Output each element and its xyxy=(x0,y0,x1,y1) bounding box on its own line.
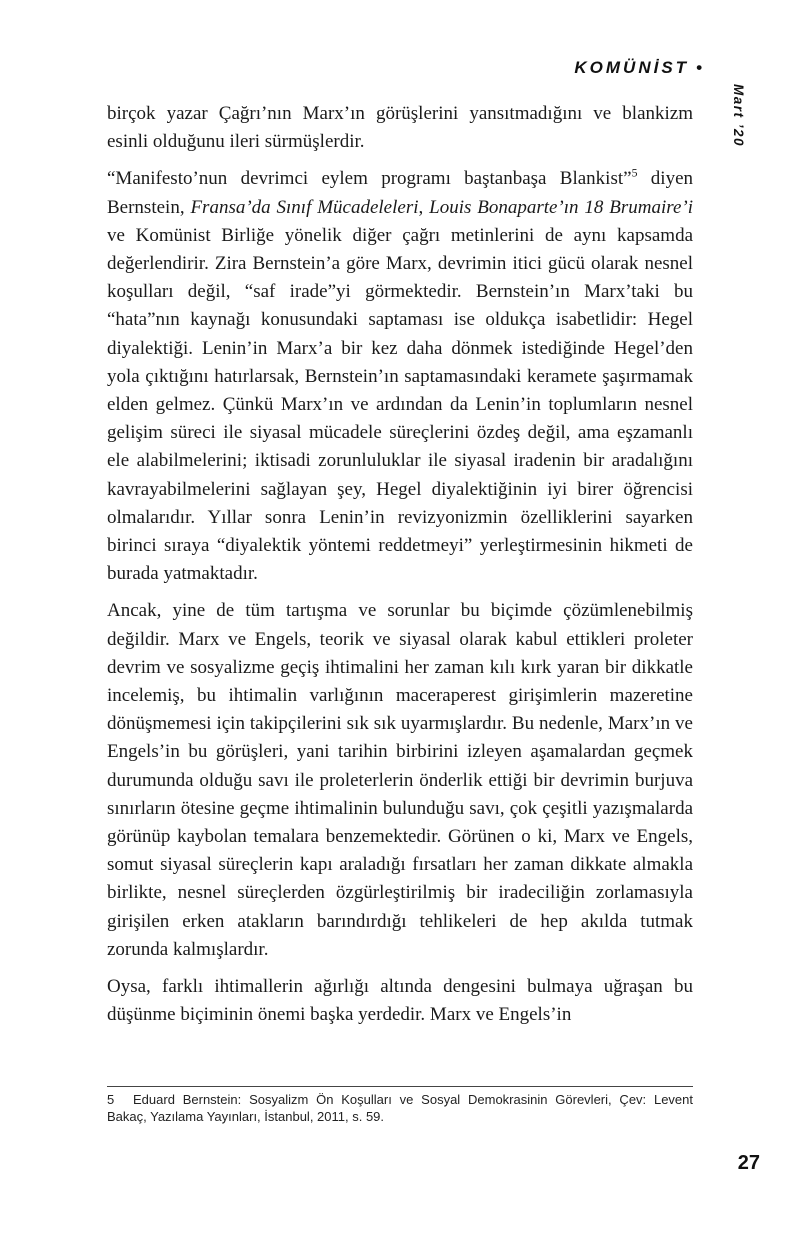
page-number: 27 xyxy=(737,1152,760,1174)
journal-title: KOMÜNİST xyxy=(574,58,690,77)
text-run: Ancak, yine de tüm tartışma ve sorunlar bu biçimde çözümlenebilmiş değildir. Marx ve Engels, teorik ve siyasal olarak kabul ettikleri proleter devrim ve sosyalizme geçiş ihtimalini her zaman kılı kırk yaran bir dikkatle incelemiş, bu ihtimalin varlığının maceraperest girişimlerin mazeretine dönüşmemesi için takipçilerini sık sık uyarmışlardır. Bu nedenle, Marx’ın ve Engels’in bu görüşleri, yani tarihin birbirini izleyen aşamalardan geçmek durumunda olduğu savı ile proleterlerin önderlik ettiği bir devrimin burjuva sınırların ötesine geçme ihtimalinin bulunduğu savı, çok çeşitli yazışmalarda görünüp kaybolan temalara benzemektedir. Görünen o ki, Marx ve Engels, somut siyasal süreçlerin kapı araladığı fırsatları her zaman dikkate almakla birlikte, nesnel süreçlerden özgürleştirilmiş bir iradeciliğin zorlamasıyla girişilen erken atakların barındırdığı tehlikeleri de hep akılda tutmak zorunda kalmışlardır. xyxy=(107,600,693,960)
footnote xyxy=(107,1092,693,1125)
book-title: Louis Bonaparte’ın 18 Brumaire’i xyxy=(429,196,693,218)
text-run: ve Komünist Birliğe yönelik diğer çağrı metinlerini de aynı kapsamda değerlendirir. Zira Bernstein’a göre Marx, devrimin itici gücü olarak nesnel koşulları değil, “saf irade”yi görmektedir. Bernstein’ın Marx’taki bu “hata”nın kaynağı konusundaki saptaması ise oldukça isabetlidir: Hegel diyalektiği. Lenin’in Marx’a bir kez daha dönmek istediğinde Hegel’den yola çıktığını hatırlarsak, Bernstein’ın saptamasındaki keramete şaşırmamak elden gelmez. Çünkü Marx’ın ve ardından da Lenin’in toplumların nesnel gelişim süreci ile siyasal mücadele süreçlerini özdeş değil, ama eşzamanlı ele alabilmelerini; iktisadi zorunluluklar ile siyasal iradenin bir aradalığını kavrayabilmelerini sağlayan şey, Hegel diyalektiğinin iyi birer öğrencisi olmalarıdır. Yıllar sonra Lenin’in revizyonizmin özelliklerini sayarken birinci sıraya “diyalektik yöntemi reddetmeyi” yerleştirmesinin hikmeti de burada yatmaktadır. xyxy=(107,224,693,585)
text-run: diyen Bernstein, xyxy=(107,168,694,218)
masthead-bullet: • xyxy=(696,58,702,77)
footnote-block xyxy=(107,1086,693,1125)
paragraph xyxy=(107,100,693,156)
text-run: Oysa, farklı ihtimallerin ağırlığı altında dengesini bulmaya uğraşan bu düşünme biçiminin önemi başka yerdedir. Marx ve Engels’in xyxy=(107,976,693,1026)
footnote-reference: 5 xyxy=(631,167,638,181)
footnote-divider xyxy=(107,1086,693,1087)
journal-masthead xyxy=(574,58,702,78)
book-title: Fransa’da Sınıf Mücadeleleri xyxy=(190,196,419,218)
paragraph xyxy=(107,165,693,588)
text-run: “Manifesto’nun devrimci eylem programı baştanbaşa Blankist” xyxy=(107,168,632,190)
footnote-number: 5 xyxy=(107,1092,115,1107)
body-paragraphs xyxy=(107,100,693,1039)
footnote-text: Eduard Bernstein: Sosyalizm Ön Koşulları ve Sosyal Demokrasinin Görevleri, Çev: Levent Bakaç, Yazılama Yayınları, İstanbul, 2011, s. 59. xyxy=(107,1092,693,1124)
paragraph xyxy=(107,597,693,964)
paragraph xyxy=(107,973,693,1029)
issue-date: Mart ’20 xyxy=(731,84,746,148)
text-run: birçok yazar Çağrı’nın Marx’ın görüşlerini yansıtmadığını ve blankizm esinli olduğunu ileri sürmüşlerdir. xyxy=(107,103,693,153)
text-run: , xyxy=(418,196,430,218)
